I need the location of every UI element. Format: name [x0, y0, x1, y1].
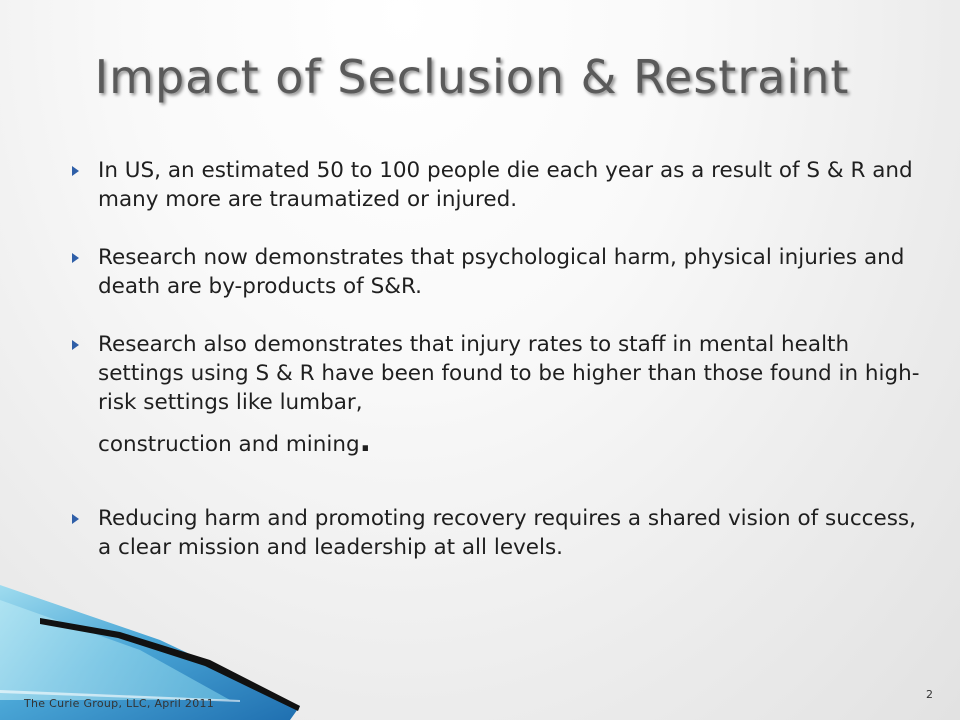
bullet-text: Research also demonstrates that injury rates to staff in mental health settings using S & R have been found to be higher than those found in high-risk settings like lumbar, — [98, 332, 920, 415]
bullet-item — [72, 330, 932, 470]
right-triangle-bullet-icon — [72, 340, 79, 350]
page-number: 2 — [926, 688, 933, 701]
right-triangle-bullet-icon — [72, 514, 79, 524]
bullet-text-end: construction and mining — [98, 432, 360, 457]
bullet-text: Research now demonstrates that psychological harm, physical injuries and death are by-products of S&R. — [98, 245, 905, 299]
right-triangle-bullet-icon — [72, 253, 79, 263]
right-triangle-bullet-icon — [72, 166, 79, 176]
bullet-item — [72, 504, 932, 562]
bullet-item — [72, 156, 932, 214]
bullet-end-mark: . — [359, 424, 372, 459]
slide-title: Impact of Seclusion & Restraint — [94, 50, 850, 104]
slide-footer: The Curie Group, LLC, April 2011 — [24, 697, 215, 710]
bullet-last-line — [98, 424, 372, 459]
bullet-item — [72, 243, 932, 301]
bullet-text: In US, an estimated 50 to 100 people die each year as a result of S & R and many more are traumatized or injured. — [98, 158, 913, 212]
bullet-text: Reducing harm and promoting recovery requires a shared vision of success, a clear mission and leadership at all levels. — [98, 506, 916, 560]
bullet-list — [72, 156, 932, 562]
decor-teal-wave — [0, 600, 230, 700]
